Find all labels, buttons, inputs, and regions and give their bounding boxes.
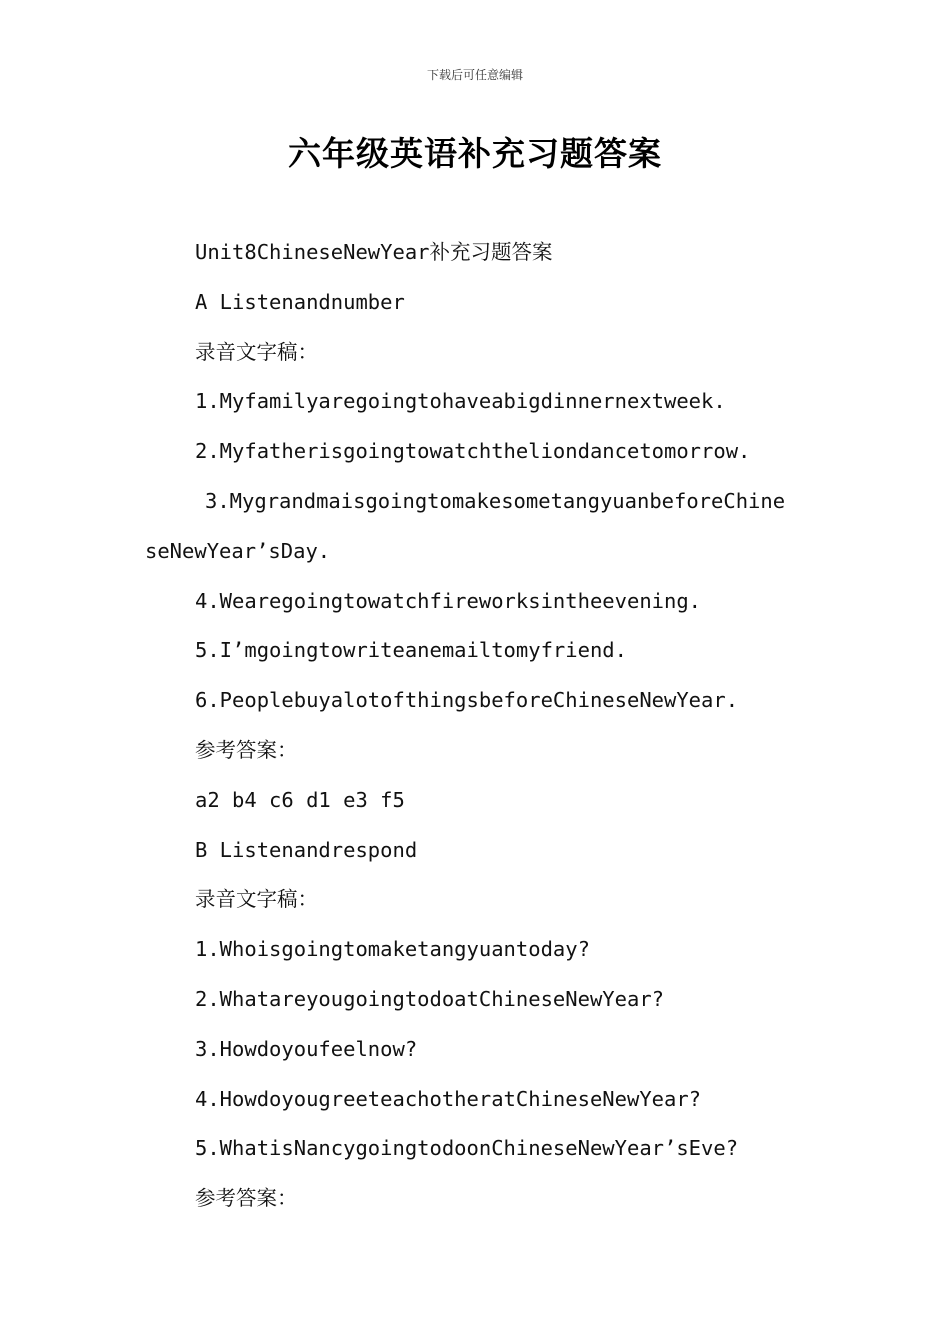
page-title: 六年级英语补充习题答案 (288, 134, 662, 173)
document-body (145, 228, 825, 1224)
page-header: 下载后可任意编辑 (426, 68, 523, 82)
transcript-line: 2.WhatareyougoingtodoatChineseNewYear? (195, 986, 664, 1011)
transcript-line: 1.Myfamilyaregoingtohaveabigdinnernextweek. (195, 389, 726, 414)
answer-label: 参考答案： (195, 1186, 298, 1211)
transcript-line: 6.PeoplebuyalotofthingsbeforeChineseNewYear. (195, 688, 739, 713)
transcript-line: 1.Whoisgoingtomaketangyuantoday? (195, 937, 590, 962)
transcript-line-continuation: seNewYear’sDay. (145, 538, 331, 563)
transcript-line: 4.HowdoyougreeteachotheratChineseNewYear? (195, 1086, 702, 1111)
transcript-line: 5.I’mgoingtowriteanemailtomyfriend. (195, 638, 627, 663)
transcript-line: 3.Howdoyoufeelnow? (195, 1036, 418, 1061)
answer-label: 参考答案： (195, 737, 298, 762)
unit-heading: Unit8ChineseNewYear补充习题答案 (195, 240, 553, 264)
transcript-line: 3.MygrandmaisgoingtomakesometangyuanbeforeChine (205, 488, 786, 513)
section-a-heading: A Listenandnumber (195, 289, 405, 314)
answer-line: a2 b4 c6 d1 e3 f5 (195, 787, 405, 812)
transcript-label: 录音文字稿： (195, 339, 318, 364)
transcript-label: 录音文字稿： (195, 887, 318, 912)
transcript-line: 5.WhatisNancygoingtodoonChineseNewYear’sEve? (195, 1136, 739, 1161)
transcript-line: 2.Myfatherisgoingtowatchtheliondancetomorrow. (195, 439, 751, 464)
section-b-heading: B Listenandrespond (195, 837, 418, 862)
transcript-line: 4.Wearegoingtowatchfireworksintheevening. (195, 588, 702, 613)
